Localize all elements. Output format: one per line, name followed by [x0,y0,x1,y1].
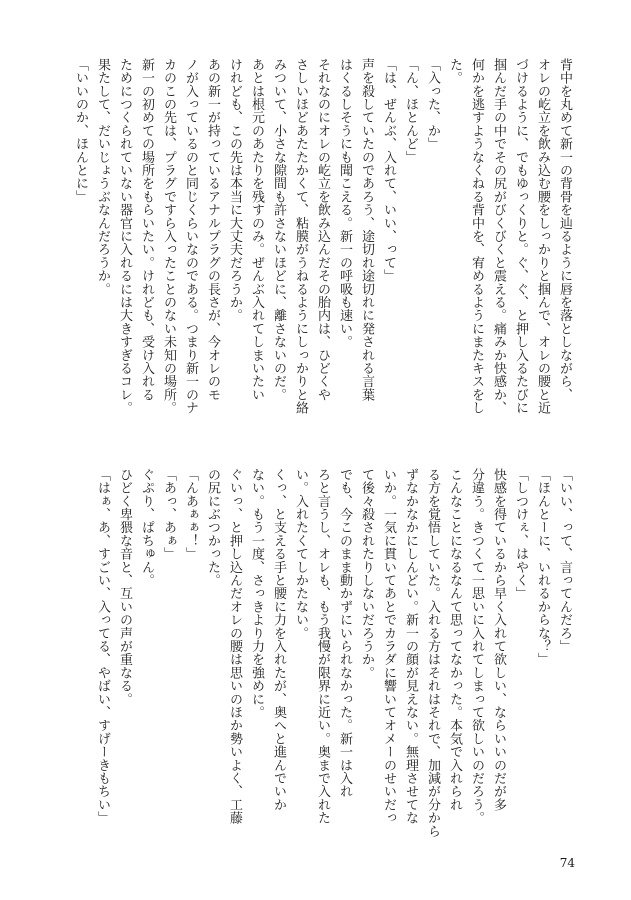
text-block-upper [59,58,575,442]
text-line: いか。一気に貫いてあとでカラダに響いてオメーのせいだっ [381,468,396,825]
text-block-lower [59,468,575,852]
text-line: 背中を丸めて新一の背骨を辿るように唇を落としながら、 [557,58,572,402]
text-line: 「入った、か」 [425,58,440,151]
text-line: づけるように、でもゆっくりと。ぐ、ぐ、と押し入るたびに [513,58,528,415]
text-line: 「は、ぜんぶ、入れて、いい、って」 [381,58,396,283]
text-line: た。 [447,58,462,85]
text-line: い。入れたくてしかたない。 [293,468,308,640]
text-line: けれども、この先は本当に大丈夫だろうか。 [227,58,242,322]
text-line: ためにつくられていない器官に入れるには大きすぎるコレ。 [117,58,132,415]
text-line: 「ほんとーに、いれるからな？」 [535,468,550,666]
text-line: 「しつけぇ、はやく」 [513,468,528,600]
text-line: 何かを逃すようなくねる背中を、宥めるようにまたキスをし [469,58,484,415]
text-line: こんなことになるなんて思ってなかった。本気で入れられ [447,468,462,812]
text-line: 果たして、だいじょうぶなんだろうか。 [95,58,110,296]
text-line: 快感を得ているから早く入れて欲しい、ならいいのだが多 [491,468,506,812]
text-line: さしいほどあたたかくて、粘膜がうねるようにしっかりと絡 [293,58,308,415]
text-line: 分違う。きつくて一思いに入れてしまって欲しいのだろう。 [469,468,484,825]
text-line: あの新一が持っているアナルプラグの長さが、今オレのモ [205,58,220,402]
text-line: くっ、と支える手と腰に力を入れたが、奥へと進んでいか [271,468,286,812]
text-line: る方を覚悟していた。入れる方はそれはそれで、加減が分から [425,468,440,838]
text-line: みついて、小さな隙間も許さないほどに、離さないのだ。 [271,58,286,402]
text-line: ノが入っているのと同じくらいなのである。つまり新一のナ [183,58,198,415]
text-line: 掴んだ手の中でその尻がびくびくと震える。痛みか快感か、 [491,58,506,415]
text-line: ぐぷり、ぱちゅん。 [139,468,154,587]
text-line: それなのにオレの屹立を飲み込んだその胎内は、ひどくや [315,58,330,402]
text-line: 新一の初めての場所をもらいたい。けれども、受け入れる [139,58,154,402]
text-line: あとは根元のあたりを残すのみ。ぜんぶ入れてしまいたい [249,58,264,402]
text-line: 「はぁ、あ、すごい、入ってる、やばい、すげーきもちい」 [95,468,110,825]
text-line: 「いいのか、ほんとに」 [73,58,88,204]
text-line: ない。もう一度、さっきより力を強めに。 [249,468,264,719]
text-line: 「いい、って、言ってんだろ」 [557,468,572,653]
page-number: 74 [559,856,575,870]
text-line: ぐいっ、と押し込んだオレの腰は思いのほか勢いよく、工藤 [227,468,242,825]
text-line: はくるしそうにも聞こえる。新一の呼吸も速い。 [337,58,352,349]
text-line: でも、今このまま動かずにいられなかった。新一は入れ [337,468,352,798]
text-line: 「ん、ほとんど」 [403,58,418,164]
text-line: 声を殺していたのであろう、途切れ途切れに発される言葉 [359,58,374,402]
text-line: ずなかなかにしんどい。新一の顔が見えない。無理させてな [403,468,418,825]
text-line: オレの屹立を飲み込む腰をしっかりと掴んで、オレの腰と近 [535,58,550,415]
text-line: て後々殺されたりしないだろうか。 [359,468,374,680]
text-line: 「んあぁぁ！」 [183,468,198,561]
text-line: 「あっ、あぁ」 [161,468,176,561]
text-line: カのこの先は、プラグですら入ったことのない未知の場所。 [161,58,176,415]
text-line: ろと言うし、オレも、もう我慢が限界に近い。奥まで入れた [315,468,330,825]
text-line: ひどく卑猥な音と、互いの声が重なる。 [117,468,132,706]
text-line: の尻にぶつかった。 [205,468,220,587]
